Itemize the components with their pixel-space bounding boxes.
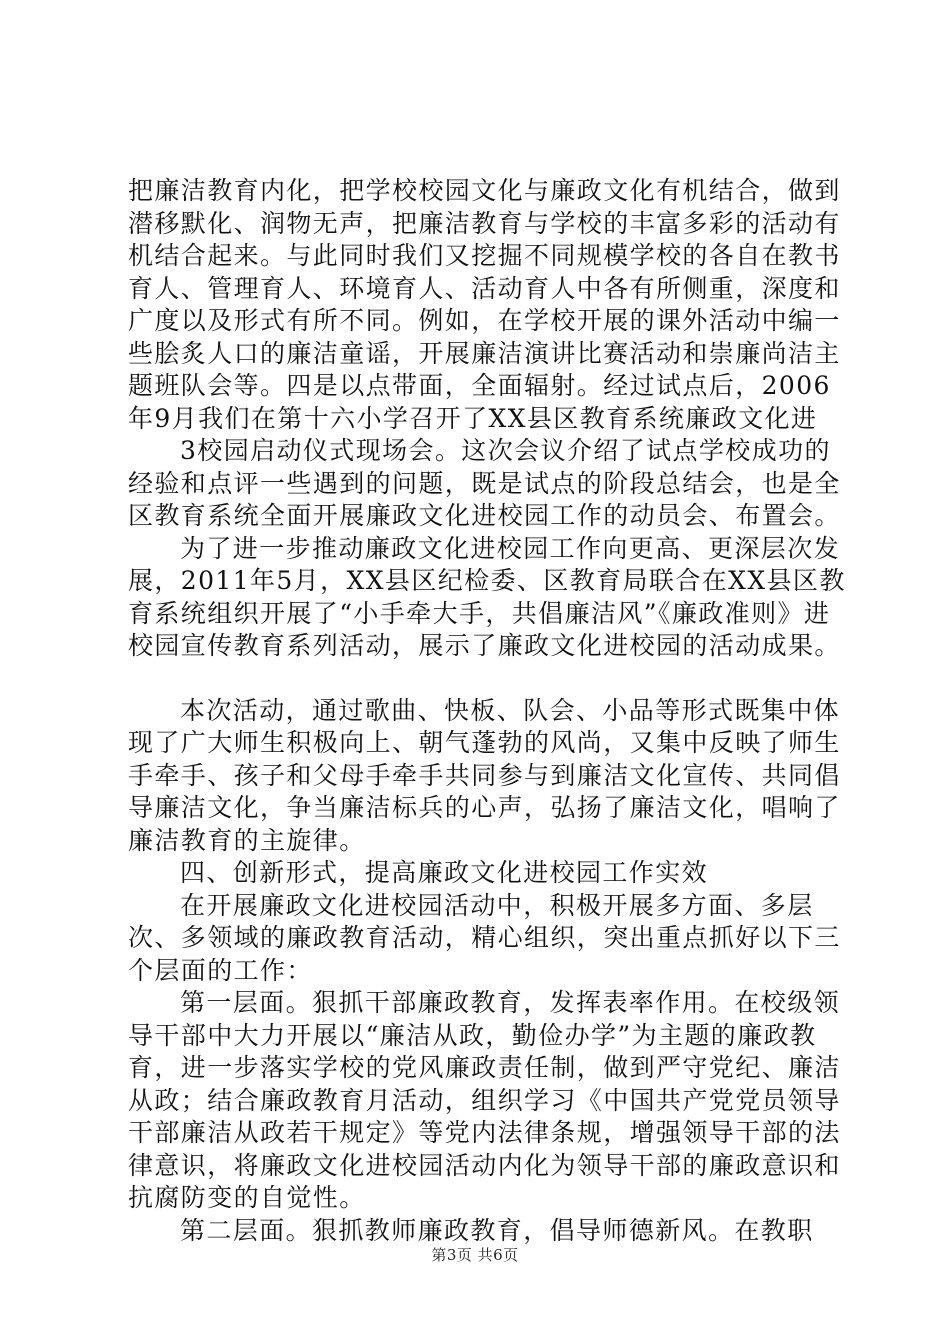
page-number-footer: 第3页 共6页 [431, 1246, 519, 1264]
document-body [128, 175, 848, 1247]
paragraph-spacer [128, 663, 848, 695]
section-heading: 四、创新形式，提高廉政文化进校园工作实效 [180, 858, 709, 887]
paragraph-activity-series: 为了进一步推动廉政文化进校园工作向更高、更深层次发展，2011年5月，XX县区纪检委、区教育局联合在XX县区教育系统组织开展了“小手牵大手，共倡廉洁风”《廉政准则》进校园宣传教育系列活动，展示了廉政文化进校园的活动成果。 [128, 533, 846, 660]
paragraph-activity-summary: 本次活动，通过歌曲、快板、队会、小品等形式既集中体现了广大师生积极向上、朝气蓬勃的风尚，又集中反映了师生手牵手、孩子和父母手牵手共同参与到廉洁文化宣传、共同倡导廉洁文化，争当廉洁标兵的心声，弘扬了廉洁文化，唱响了廉洁教育的主旋律。 [128, 695, 841, 855]
paragraph-level-one: 第一层面。狠抓干部廉政教育，发挥表率作用。在校级领导干部中大力开展以“廉洁从政，勤俭办学”为主题的廉政教育，进一步落实学校的党风廉政责任制，做到严守党纪、廉洁从政；结合廉政教育月活动，组织学习《中国共产党党员领导干部廉洁从政若干规定》等党内法律条规，增强领导干部的法律意识，将廉政文化进校园活动内化为领导干部的廉政意识和抗腐防变的自觉性。 [128, 988, 841, 1212]
paragraph-continuation: 把廉洁教育内化，把学校校园文化与廉政文化有机结合，做到潜移默化、润物无声，把廉洁教育与学校的丰富多彩的活动有机结合起来。与此同时我们又挖掘不同规模学校的各自在教书育人、管理育人、环境育人、活动育人中各有所侧重，深度和广度以及形式有所不同。例如，在学校开展的课外活动中编一些脍炙人口的廉洁童谣，开展廉洁演讲比赛活动和崇廉尚洁主题班队会等。四是以点带面，全面辐射。经过试点后，2006年9月我们在第十六小学召开了XX县区教育系统廉政文化进 [128, 176, 841, 433]
paragraph-meeting: 3校园启动仪式现场会。这次会议介绍了试点学校成功的经验和点评一些遇到的问题，既是试点的阶段总结会，也是全区教育系统全面开展廉政文化进校园工作的动员会、布置会。 [128, 436, 841, 530]
paragraph-level-two: 第二层面。狠抓教师廉政教育，倡导师德新风。在教职 [180, 1215, 814, 1245]
paragraph-three-levels: 在开展廉政文化进校园活动中，积极开展多方面、多层次、多领域的廉政教育活动，精心组织，突出重点抓好以下三个层面的工作： [128, 890, 841, 985]
